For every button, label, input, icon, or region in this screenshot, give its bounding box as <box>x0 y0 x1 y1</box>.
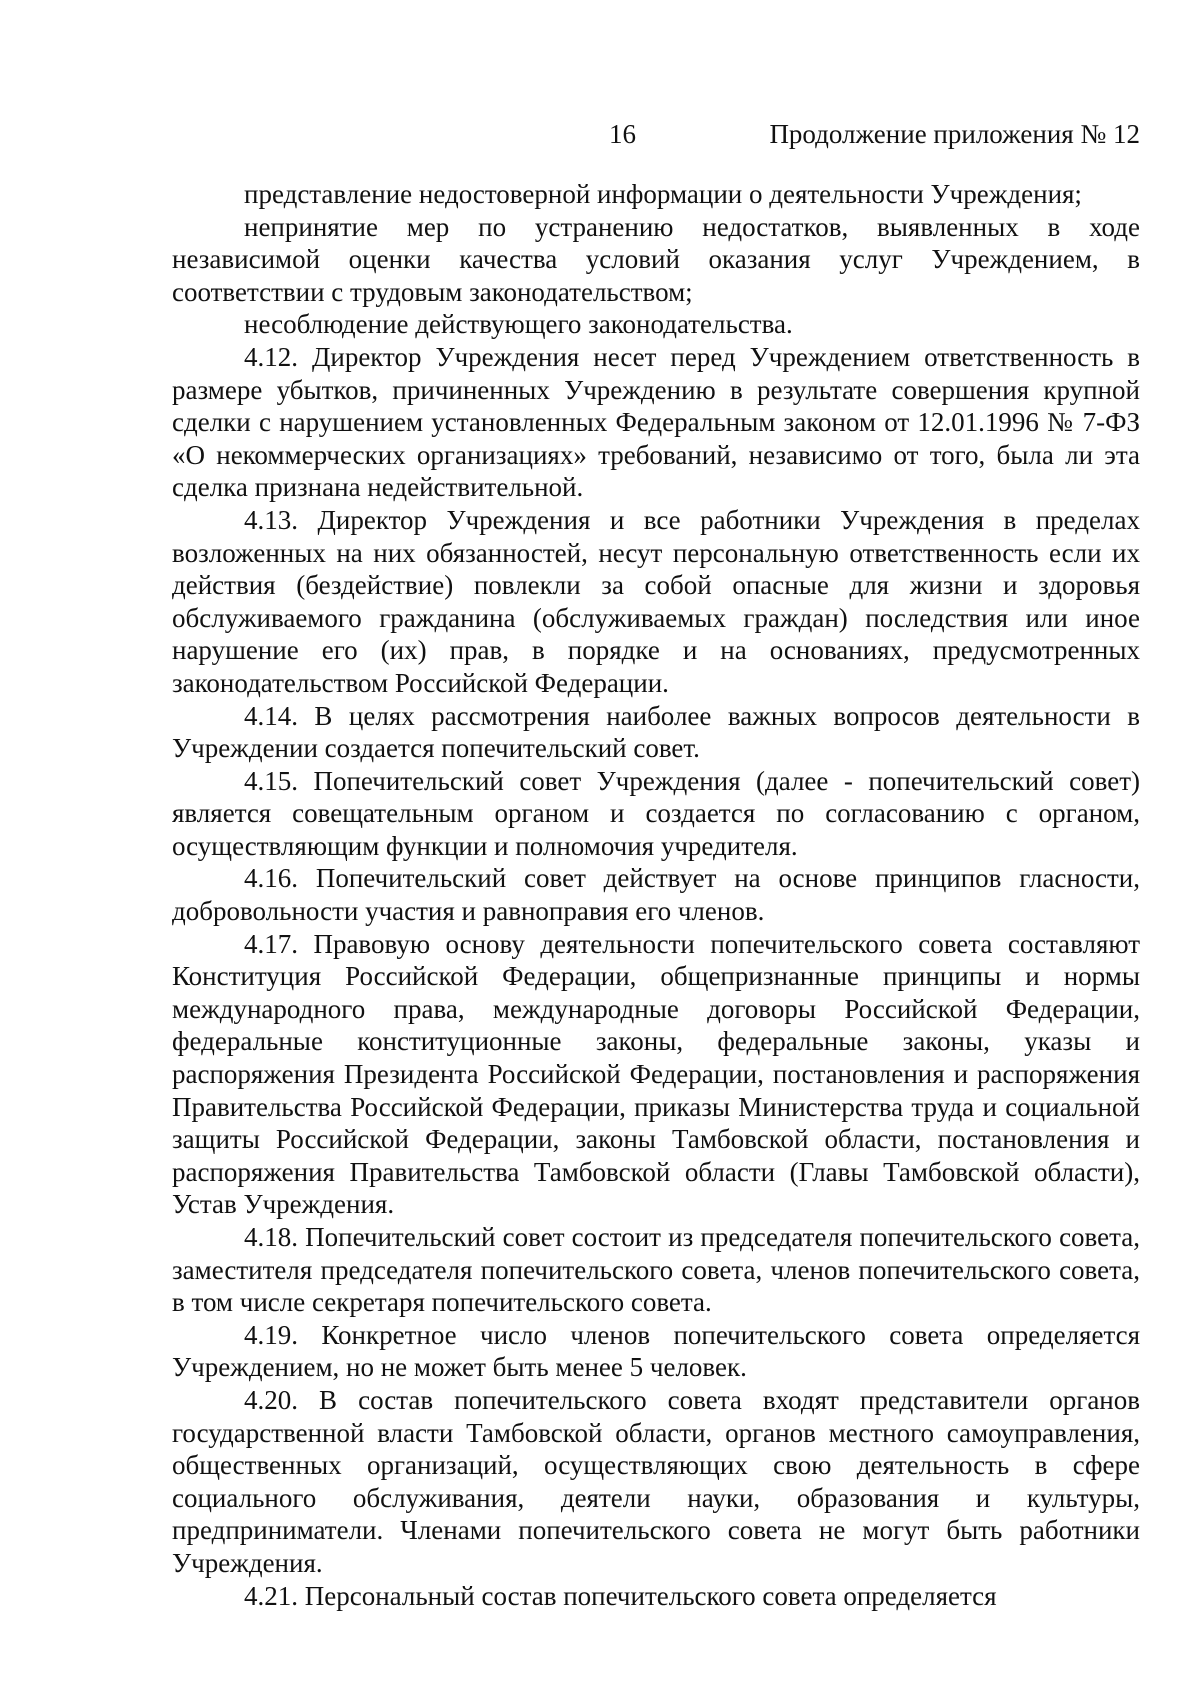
clause-4-21: 4.21. Персональный состав попечительского совета определяется <box>244 1580 997 1611</box>
clause-4-19: 4.19. Конкретное число членов попечительского совета определяется Учреждением, но не может быть менее 5 человек. <box>172 1319 1140 1383</box>
header-title: Продолжение приложения № 12 <box>769 119 1140 149</box>
clause-4-14: 4.14. В целях рассмотрения наиболее важных вопросов деятельности в Учреждении создается попечительский совет. <box>172 700 1140 764</box>
page-header <box>172 116 1140 152</box>
paragraph: представление недостоверной информации о деятельности Учреждения; <box>244 179 1082 209</box>
paragraph: несоблюдение действующего законодательства. <box>244 309 793 340</box>
clause-4-20: 4.20. В состав попечительского совета входят представители органов государственной власти Тамбовской области, органов местного самоуправления, общественных организаций, осуществляющих свою деятельность в сфере социального обслуживания, деятели науки, образования и культуры, предприниматели. Членами попечительского совета не могут быть работники Учреждения. <box>172 1384 1140 1578</box>
clause-4-15: 4.15. Попечительский совет Учреждения (далее - попечительский совет) является совещательным органом и создается по согласованию с органом, осуществляющим функции и полномочия учредителя. <box>172 765 1140 861</box>
paragraph: непринятие мер по устранению недостатков, выявленных в ходе независимой оценки качества условий оказания услуг Учреждением, в соответствии с трудовым законодательством; <box>172 211 1140 307</box>
clause-4-18: 4.18. Попечительский совет состоит из председателя попечительского совета, заместителя председателя попечительского совета, членов попечительского совета, в том числе секретаря попечительского совета. <box>172 1222 1140 1318</box>
document-body <box>172 178 1140 1612</box>
clause-4-12: 4.12. Директор Учреждения несет перед Учреждением ответственность в размере убытков, причиненных Учреждению в результате совершения крупной сделки с нарушением установленных Федеральным законом от 12.01.1996 № 7-ФЗ «О некоммерческих организациях» требований, независимо от того, была ли эта сделка признана недействительной. <box>172 341 1140 503</box>
clause-4-17: 4.17. Правовую основу деятельности попечительского совета составляют Конституция Российской Федерации, общепризнанные принципы и нормы международного права, международные договоры Российской Федерации, федеральные конституционные законы, федеральные законы, указы и распоряжения Президента Российской Федерации, постановления и распоряжения Правительства Российской Федерации, приказы Министерства труда и социальной защиты Российской Федерации, законы Тамбовской области, постановления и распоряжения Правительства Тамбовской области (Главы Тамбовской области), Устав Учреждения. <box>172 928 1140 1220</box>
clause-4-16: 4.16. Попечительский совет действует на основе принципов гласности, добровольности участия и равноправия его членов. <box>172 863 1140 927</box>
clause-4-13: 4.13. Директор Учреждения и все работники Учреждения в пределах возложенных на них обязанностей, несут персональную ответственность если их действия (бездействие) повлекли за собой опасные для жизни и здоровья обслуживаемого гражданина (обслуживаемых граждан) последствия или иное нарушение его (их) прав, в порядке и на основаниях, предусмотренных законодательством Российской Федерации. <box>172 504 1140 698</box>
page-number: 16 <box>609 119 636 149</box>
